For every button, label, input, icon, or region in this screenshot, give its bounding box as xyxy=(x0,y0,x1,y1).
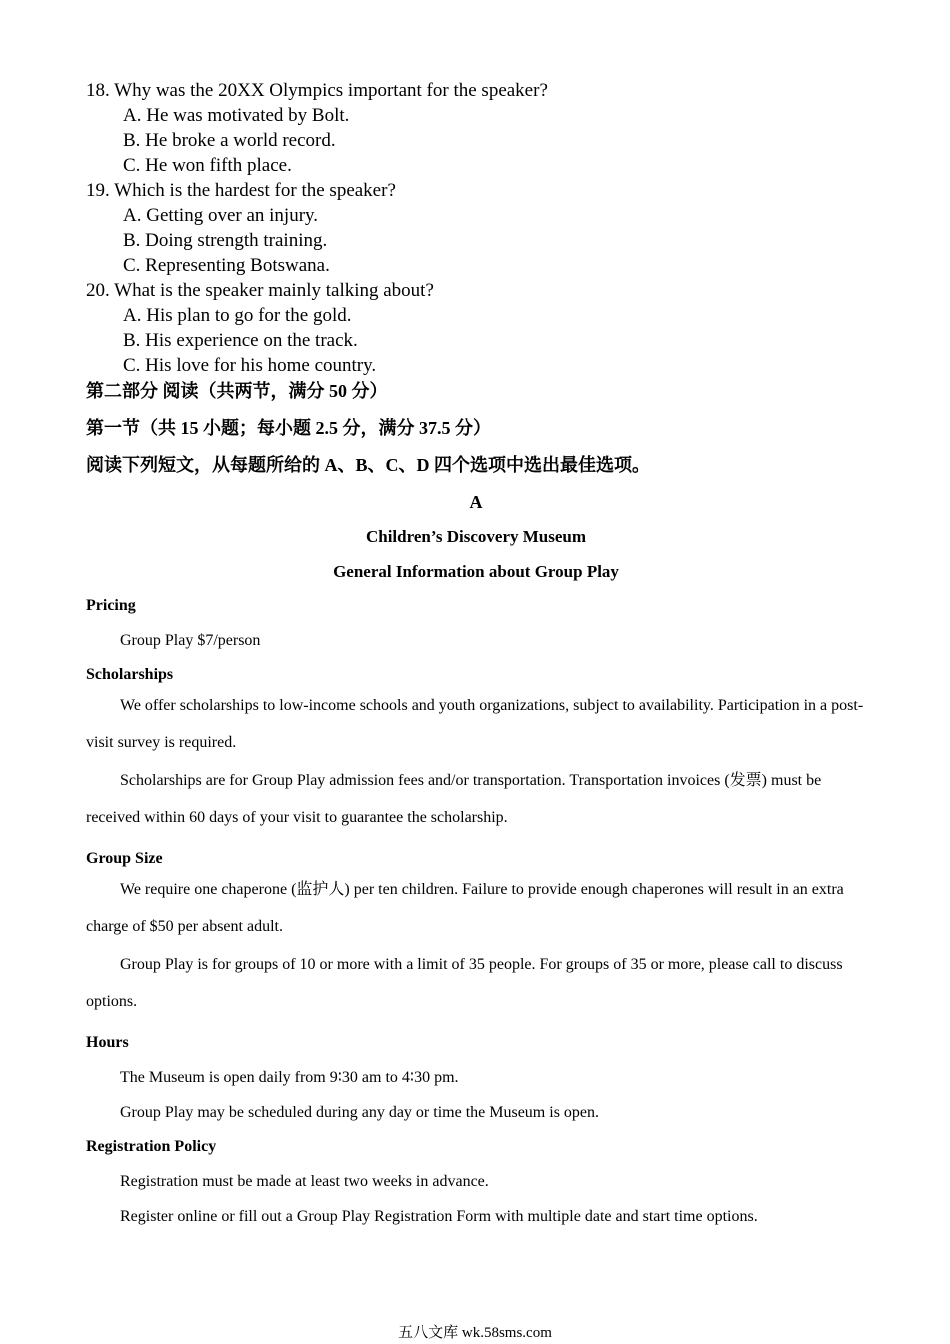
hours-paragraph-1: The Museum is open daily from 9∶30 am to 4∶30 pm. xyxy=(120,1069,459,1086)
footer-watermark: 五八文库 wk.58sms.com xyxy=(398,1325,552,1341)
question-20-option-a: A. His plan to go for the gold. xyxy=(123,305,352,326)
group-size-heading: Group Size xyxy=(86,850,163,867)
hours-heading: Hours xyxy=(86,1034,129,1051)
passage-subtitle: General Information about Group Play xyxy=(333,562,619,581)
question-20-stem: 20. What is the speaker mainly talking about? xyxy=(86,280,434,301)
question-18-stem: 18. Why was the 20XX Olympics important for the speaker? xyxy=(86,80,548,101)
section-heading: 第一节（共 15 小题；每小题 2.5 分，满分 37.5 分） xyxy=(86,418,491,438)
group-size-paragraph-2: Group Play is for groups of 10 or more with a limit of 35 people. For groups of 35 or more, please call to discuss options. xyxy=(86,956,843,1010)
question-19-stem: 19. Which is the hardest for the speaker? xyxy=(86,180,396,201)
scholarships-paragraph-1: We offer scholarships to low-income schools and youth organizations, subject to availability. Participation in a post-visit survey is required. xyxy=(86,697,864,751)
scholarships-paragraph-2: Scholarships are for Group Play admission fees and/or transportation. Transportation invoices (发票) must be received within 60 days of your visit to guarantee the scholarship. xyxy=(86,772,822,826)
question-19-option-a: A. Getting over an injury. xyxy=(123,205,319,226)
group-size-paragraph-1: We require one chaperone (监护人) per ten children. Failure to provide enough chaperones will result in an extra charge of $50 per absent adult. xyxy=(86,881,844,935)
question-18-option-a: A. He was motivated by Bolt. xyxy=(123,105,350,126)
registration-paragraph-1: Registration must be made at least two weeks in advance. xyxy=(120,1173,489,1190)
scholarships-heading: Scholarships xyxy=(86,666,174,683)
question-18-option-b: B. He broke a world record. xyxy=(123,130,336,151)
question-20-option-c: C. His love for his home country. xyxy=(123,355,377,376)
registration-paragraph-2: Register online or fill out a Group Play Registration Form with multiple date and start time options. xyxy=(120,1208,758,1225)
question-18-option-c: C. He won fifth place. xyxy=(123,155,292,176)
document-page xyxy=(86,78,866,1228)
pricing-heading: Pricing xyxy=(86,597,136,614)
directions-heading: 阅读下列短文，从每题所给的 A、B、C、D 四个选项中选出最佳选项。 xyxy=(86,455,650,475)
passage-letter: A xyxy=(469,492,483,512)
question-19-option-c: C. Representing Botswana. xyxy=(123,255,330,276)
question-19-option-b: B. Doing strength training. xyxy=(123,230,328,251)
hours-paragraph-2: Group Play may be scheduled during any day or time the Museum is open. xyxy=(120,1104,600,1121)
question-20-option-b: B. His experience on the track. xyxy=(123,330,358,351)
part-heading: 第二部分 阅读（共两节，满分 50 分） xyxy=(86,381,388,401)
passage-title: Children’s Discovery Museum xyxy=(365,527,587,546)
pricing-paragraph: Group Play $7/person xyxy=(120,632,261,649)
registration-heading: Registration Policy xyxy=(86,1138,217,1155)
